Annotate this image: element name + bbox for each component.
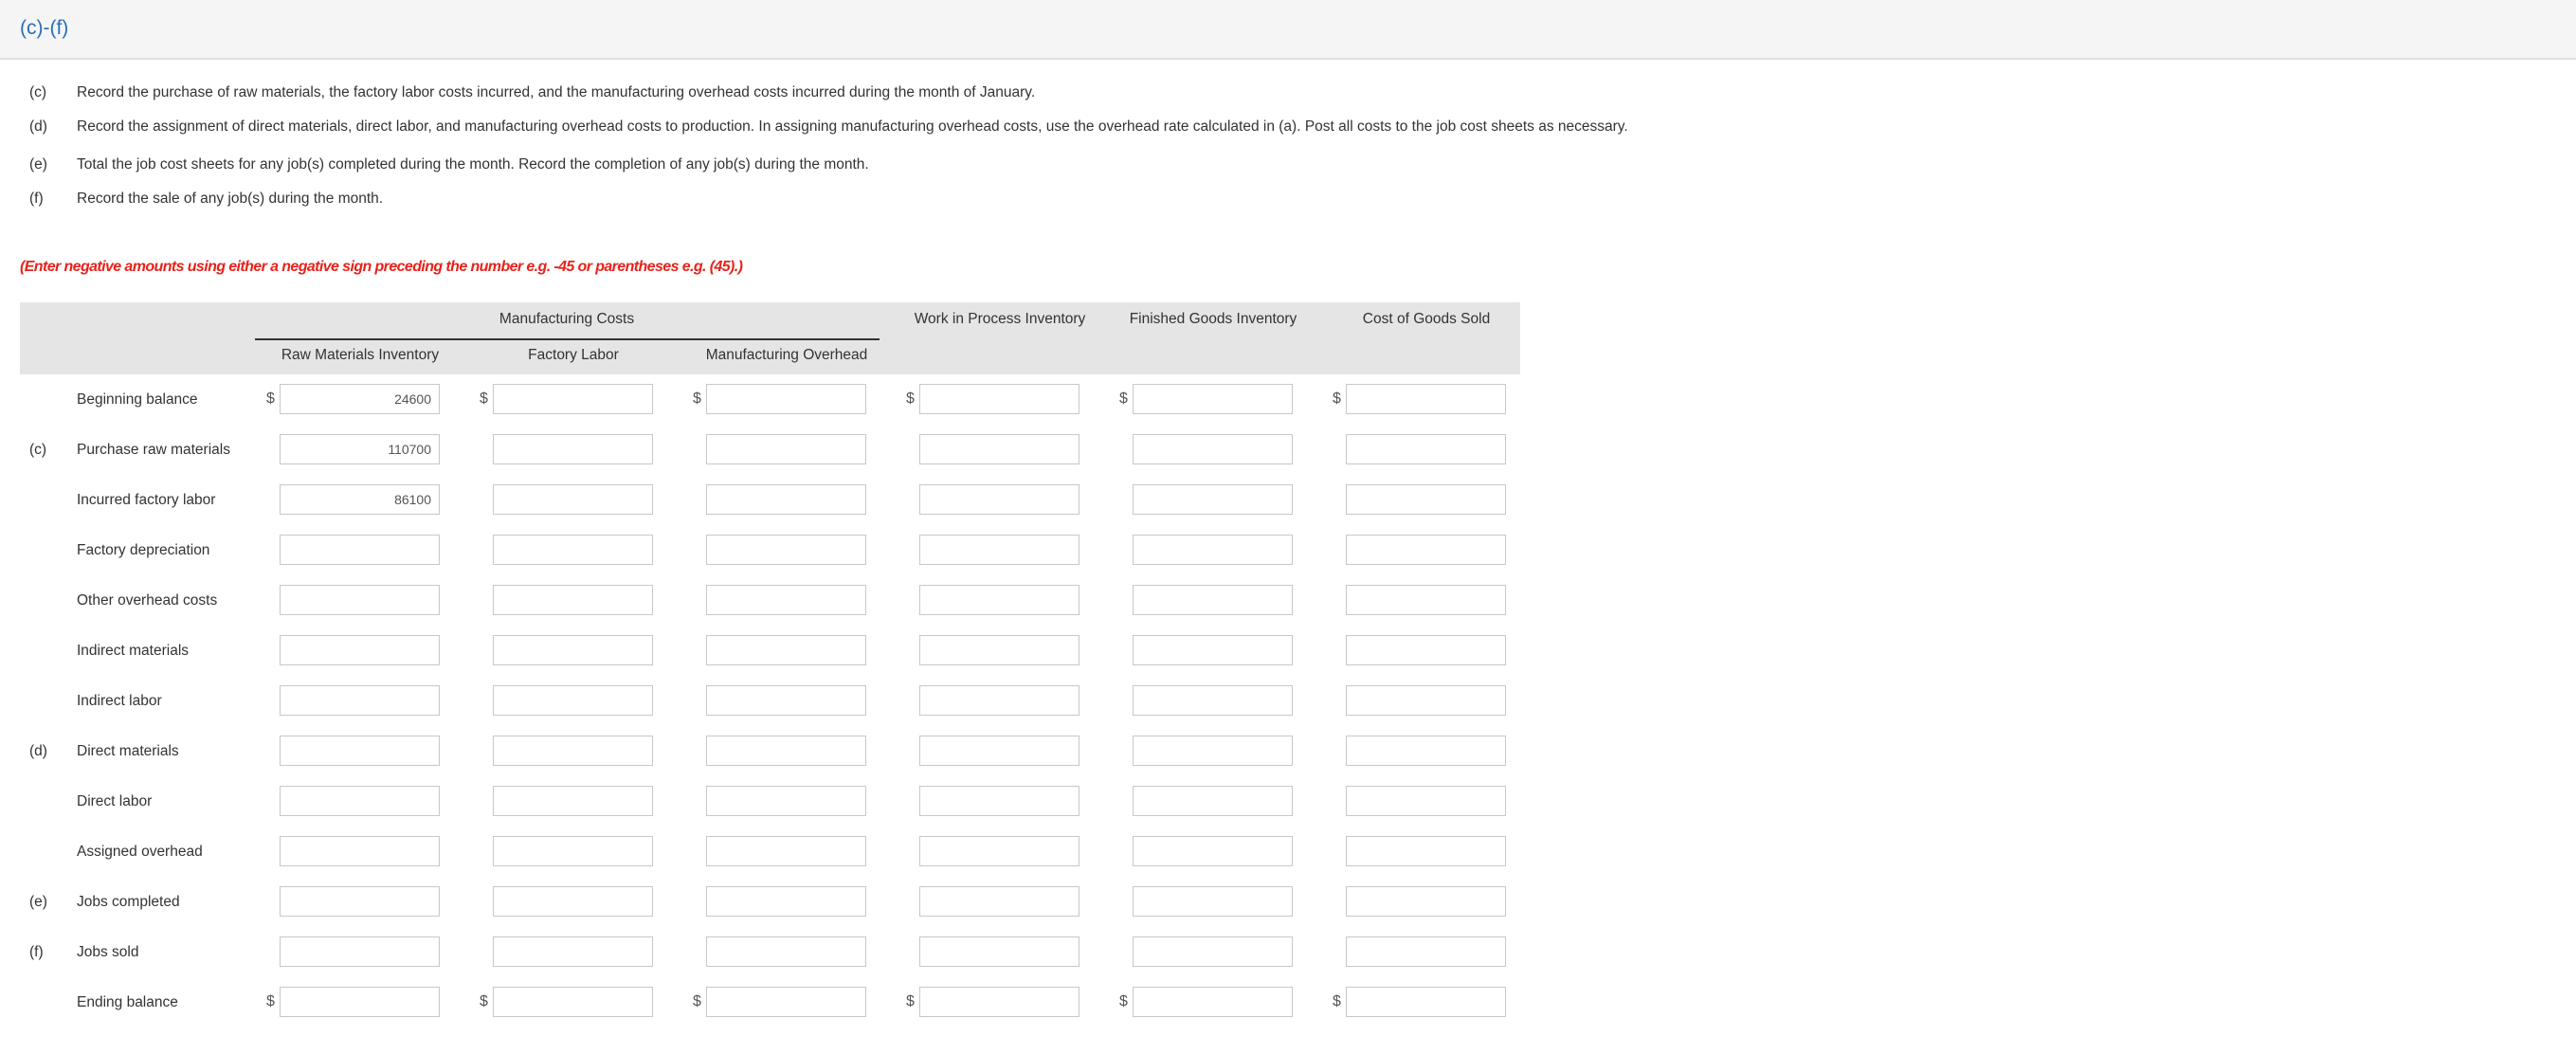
- table-cell: [906, 836, 1086, 868]
- table-cell: [906, 685, 1086, 718]
- table-cell: [693, 886, 873, 918]
- table-cell: [480, 585, 660, 617]
- table-row: [0, 936, 1535, 969]
- dollar-sign: $: [693, 993, 701, 1009]
- amount-input[interactable]: [919, 434, 1079, 464]
- amount-input[interactable]: [1133, 786, 1293, 816]
- row-label: Jobs sold: [77, 944, 139, 960]
- amount-input[interactable]: [919, 585, 1079, 615]
- table-row: [0, 685, 1535, 718]
- dollar-sign: $: [1333, 993, 1341, 1009]
- amount-input[interactable]: [1346, 685, 1506, 716]
- amount-input[interactable]: [919, 736, 1079, 766]
- amount-input[interactable]: [1346, 786, 1506, 816]
- amount-input[interactable]: [1133, 585, 1293, 615]
- amount-input[interactable]: [706, 736, 866, 766]
- table-cell: [693, 434, 873, 466]
- table-cell: [266, 936, 446, 969]
- dollar-sign: $: [1119, 391, 1128, 407]
- amount-input[interactable]: [493, 434, 653, 464]
- amount-input[interactable]: [919, 836, 1079, 866]
- table-cell: [1333, 736, 1513, 768]
- table-cell: [266, 786, 446, 818]
- amount-input[interactable]: [280, 836, 440, 866]
- table-cell: [480, 384, 660, 416]
- amount-input[interactable]: [706, 886, 866, 917]
- table-row: [0, 736, 1535, 768]
- amount-input[interactable]: [280, 685, 440, 716]
- row-label: Direct materials: [77, 743, 179, 759]
- table-cell: [693, 987, 873, 1019]
- amount-input[interactable]: [280, 585, 440, 615]
- amount-input[interactable]: [280, 635, 440, 665]
- row-label: Purchase raw materials: [77, 442, 230, 458]
- amount-input[interactable]: [280, 535, 440, 565]
- amount-input[interactable]: [493, 987, 653, 1017]
- dollar-sign: $: [1333, 391, 1341, 407]
- table-cell: [480, 886, 660, 918]
- amount-input[interactable]: [919, 987, 1079, 1017]
- amount-input[interactable]: [706, 535, 866, 565]
- table-cell: [480, 936, 660, 969]
- row-label: Ending balance: [77, 994, 178, 1010]
- table-cell: [693, 736, 873, 768]
- amount-input[interactable]: [280, 987, 440, 1017]
- table-cell: [1333, 886, 1513, 918]
- row-label: Factory depreciation: [77, 542, 210, 558]
- table-cell: [480, 484, 660, 517]
- amount-input[interactable]: [706, 786, 866, 816]
- amount-input[interactable]: [1346, 535, 1506, 565]
- table-cell: [266, 736, 446, 768]
- table-cell: [480, 685, 660, 718]
- table-cell: [1333, 936, 1513, 969]
- amount-input[interactable]: [1133, 987, 1293, 1017]
- amount-input[interactable]: [919, 685, 1079, 716]
- row-part-label: (c): [29, 442, 47, 458]
- instruction-text: Record the sale of any job(s) during the month.: [77, 191, 384, 207]
- amount-input[interactable]: [1346, 484, 1506, 515]
- table-cell: [266, 585, 446, 617]
- amount-input[interactable]: [919, 936, 1079, 967]
- amount-input[interactable]: [919, 384, 1079, 414]
- table-cell: [480, 434, 660, 466]
- table-row: [0, 484, 1535, 517]
- amount-input[interactable]: [493, 736, 653, 766]
- table-cell: [1333, 685, 1513, 718]
- amount-input[interactable]: [706, 384, 866, 414]
- table-cell: [1119, 936, 1299, 969]
- row-label: Incurred factory labor: [77, 492, 216, 508]
- table-cell: [906, 384, 1086, 416]
- table-cell: [906, 585, 1086, 617]
- table-cell: [266, 535, 446, 567]
- amount-input[interactable]: [1346, 384, 1506, 414]
- table-cell: [693, 936, 873, 969]
- instruction-part-label: (e): [29, 156, 47, 173]
- amount-input[interactable]: [493, 685, 653, 716]
- section-title: (c)-(f): [20, 17, 69, 39]
- table-cell: [1119, 585, 1299, 617]
- amount-input[interactable]: [493, 484, 653, 515]
- table-cell: [1119, 635, 1299, 667]
- table-cell: [906, 535, 1086, 567]
- table-row: [0, 535, 1535, 567]
- column-header: Manufacturing Overhead: [705, 347, 868, 363]
- amount-input[interactable]: [280, 384, 440, 414]
- amount-input[interactable]: [1346, 736, 1506, 766]
- amount-input[interactable]: [1133, 635, 1293, 665]
- column-header: Raw Materials Inventory: [281, 347, 440, 363]
- table-cell: [1333, 585, 1513, 617]
- column-header: Work in Process Inventory: [914, 311, 1086, 327]
- table-cell: [1333, 434, 1513, 466]
- column-header: Finished Goods Inventory: [1129, 311, 1297, 327]
- amount-input[interactable]: [919, 535, 1079, 565]
- table-cell: [1333, 535, 1513, 567]
- table-cell: [1119, 786, 1299, 818]
- amount-input[interactable]: [919, 786, 1079, 816]
- amount-input[interactable]: [919, 484, 1079, 515]
- table-cell: [1119, 987, 1299, 1019]
- table-cell: [693, 535, 873, 567]
- table-cell: [480, 736, 660, 768]
- amount-input[interactable]: [1133, 886, 1293, 917]
- amount-input[interactable]: [280, 434, 440, 464]
- table-cell: [906, 635, 1086, 667]
- table-cell: [693, 786, 873, 818]
- dollar-sign: $: [480, 993, 488, 1009]
- table-cell: [693, 384, 873, 416]
- row-part-label: (d): [29, 743, 47, 759]
- amount-input[interactable]: [493, 936, 653, 967]
- amount-input[interactable]: [706, 836, 866, 866]
- table-cell: [1119, 736, 1299, 768]
- instruction-part-label: (f): [29, 191, 44, 207]
- amount-input[interactable]: [1133, 736, 1293, 766]
- table-cell: [906, 736, 1086, 768]
- row-label: Jobs completed: [77, 894, 180, 910]
- instruction-part-label: (d): [29, 118, 47, 135]
- row-part-label: (f): [29, 944, 44, 960]
- table-cell: [266, 484, 446, 517]
- dollar-sign: $: [1119, 993, 1128, 1009]
- amount-input[interactable]: [280, 484, 440, 515]
- table-cell: [1119, 384, 1299, 416]
- table-cell: [480, 635, 660, 667]
- table-cell: [266, 685, 446, 718]
- amount-input[interactable]: [1133, 836, 1293, 866]
- table-cell: [693, 484, 873, 517]
- amount-input[interactable]: [1133, 434, 1293, 464]
- table-cell: [1119, 535, 1299, 567]
- amount-input[interactable]: [706, 484, 866, 515]
- amount-input[interactable]: [1133, 936, 1293, 967]
- instruction-text: Total the job cost sheets for any job(s) completed during the month. Record the completion of any job(s) during the month.: [77, 156, 869, 173]
- table-row: [0, 434, 1535, 466]
- amount-input[interactable]: [1346, 585, 1506, 615]
- amount-input[interactable]: [706, 987, 866, 1017]
- table-cell: [906, 484, 1086, 517]
- table-cell: [1119, 836, 1299, 868]
- table-row: [0, 585, 1535, 617]
- table-row: [0, 987, 1535, 1019]
- table-cell: [480, 535, 660, 567]
- section-header: [0, 0, 2576, 60]
- dollar-sign: $: [906, 993, 915, 1009]
- table-cell: [1119, 484, 1299, 517]
- table-cell: [1119, 434, 1299, 466]
- amount-input[interactable]: [493, 585, 653, 615]
- amount-input[interactable]: [1133, 685, 1293, 716]
- amount-input[interactable]: [706, 434, 866, 464]
- table-cell: [693, 585, 873, 617]
- amount-input[interactable]: [493, 384, 653, 414]
- instruction-text: Record the purchase of raw materials, the factory labor costs incurred, and the manufacturing overhead costs incurred during the month of January.: [77, 84, 1036, 100]
- dollar-sign: $: [693, 391, 701, 407]
- amount-input[interactable]: [280, 936, 440, 967]
- table-cell: [266, 886, 446, 918]
- dollar-sign: $: [266, 391, 275, 407]
- table-cell: [1333, 635, 1513, 667]
- amount-input[interactable]: [919, 886, 1079, 917]
- table-cell: [1333, 836, 1513, 868]
- dollar-sign: $: [266, 993, 275, 1009]
- amount-input[interactable]: [919, 635, 1079, 665]
- dollar-sign: $: [480, 391, 488, 407]
- amount-input[interactable]: [1346, 936, 1506, 967]
- table-row: [0, 635, 1535, 667]
- table-cell: [906, 434, 1086, 466]
- amount-input[interactable]: [1346, 987, 1506, 1017]
- amount-input[interactable]: [493, 635, 653, 665]
- table-cell: [266, 384, 446, 416]
- instruction-part-label: (c): [29, 84, 47, 100]
- row-label: Indirect materials: [77, 643, 190, 659]
- table-cell: [906, 987, 1086, 1019]
- table-cell: [1333, 987, 1513, 1019]
- amount-input[interactable]: [493, 535, 653, 565]
- group-header-divider: [255, 338, 880, 340]
- amount-input[interactable]: [1133, 484, 1293, 515]
- amount-input[interactable]: [280, 786, 440, 816]
- row-label: Beginning balance: [77, 391, 198, 408]
- table-cell: [266, 434, 446, 466]
- table-cell: [480, 786, 660, 818]
- amount-input[interactable]: [706, 635, 866, 665]
- table-row: [0, 886, 1535, 918]
- amount-input[interactable]: [493, 836, 653, 866]
- table-cell: [480, 987, 660, 1019]
- row-label: Other overhead costs: [77, 592, 218, 609]
- negative-amount-note: (Enter negative amounts using either a negative sign preceding the number e.g. -45 or parentheses e.g. (45).): [20, 259, 743, 275]
- table-row: [0, 836, 1535, 868]
- table-cell: [480, 836, 660, 868]
- table-row: [0, 786, 1535, 818]
- table-cell: [906, 886, 1086, 918]
- table-cell: [1333, 384, 1513, 416]
- table-cell: [906, 786, 1086, 818]
- row-label: Indirect labor: [77, 693, 162, 709]
- amount-input[interactable]: [493, 886, 653, 917]
- row-label: Assigned overhead: [77, 844, 203, 860]
- amount-input[interactable]: [1346, 434, 1506, 464]
- table-cell: [266, 987, 446, 1019]
- instruction-text: Record the assignment of direct materials, direct labor, and manufacturing overhead costs to production. In assigning manufacturing overhead costs, use the overhead rate calculated in (a). Post all costs to the job cost sheets as necessary.: [77, 118, 1628, 135]
- table-cell: [266, 836, 446, 868]
- table-cell: [1333, 786, 1513, 818]
- table-cell: [906, 936, 1086, 969]
- amount-input[interactable]: [1133, 535, 1293, 565]
- table-cell: [693, 635, 873, 667]
- amount-input[interactable]: [280, 736, 440, 766]
- amount-input[interactable]: [1346, 886, 1506, 917]
- amount-input[interactable]: [1346, 836, 1506, 866]
- table-row: [0, 384, 1535, 416]
- dollar-sign: $: [906, 391, 915, 407]
- amount-input[interactable]: [493, 786, 653, 816]
- amount-input[interactable]: [1133, 384, 1293, 414]
- amount-input[interactable]: [1346, 635, 1506, 665]
- table-cell: [1333, 484, 1513, 517]
- row-part-label: (e): [29, 894, 47, 910]
- table-cell: [693, 836, 873, 868]
- table-cell: [1119, 886, 1299, 918]
- amount-input[interactable]: [280, 886, 440, 917]
- column-header: Cost of Goods Sold: [1362, 311, 1491, 327]
- group-header-manufacturing-costs: Manufacturing Costs: [499, 311, 635, 327]
- row-label: Direct labor: [77, 793, 153, 809]
- column-header: Factory Labor: [528, 347, 619, 363]
- table-cell: [1119, 685, 1299, 718]
- amount-input[interactable]: [706, 685, 866, 716]
- amount-input[interactable]: [706, 936, 866, 967]
- table-cell: [693, 685, 873, 718]
- amount-input[interactable]: [706, 585, 866, 615]
- table-cell: [266, 635, 446, 667]
